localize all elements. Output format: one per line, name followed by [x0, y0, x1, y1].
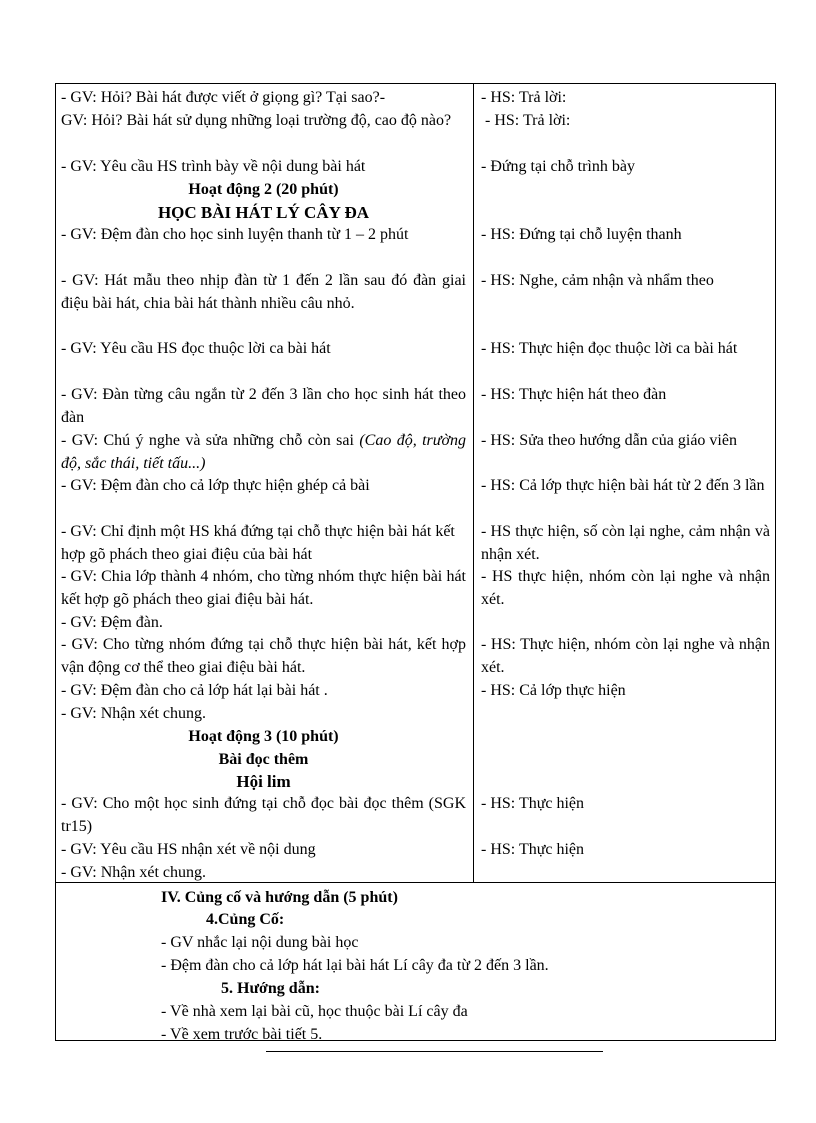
teacher-line: - GV: Yêu cầu HS đọc thuộc lời ca bài hát	[61, 340, 331, 357]
student-line: - HS: Thực hiện hát theo đàn	[481, 386, 667, 403]
student-line: - HS: Đứng tại chỗ luyện thanh	[481, 226, 682, 243]
teacher-line: - GV: Nhận xét chung.	[61, 864, 206, 881]
student-line: - HS: Thực hiện	[481, 795, 585, 812]
student-line: - HS: Cả lớp thực hiện bài hát từ 2 đến 3 lần	[481, 477, 765, 494]
bottom-item: - GV nhắc lại nội dung bài học	[161, 934, 359, 951]
activity-heading: Hoạt động 3 (10 phút)	[188, 728, 339, 745]
student-line: - HS thực hiện, nhóm còn lại nghe và nhận xét.	[481, 568, 770, 608]
end-rule	[266, 1051, 603, 1052]
teacher-line: - GV: Yêu cầu HS trình bày về nội dung bài hát	[61, 158, 366, 175]
subsection-title: 4.Củng Cố:	[206, 911, 285, 928]
song-title: HỌC BÀI HÁT LÝ CÂY ĐA	[157, 203, 370, 222]
bottom-item: - Về xem trước bài tiết 5.	[161, 1026, 323, 1043]
teacher-line: - GV: Đệm đàn cho học sinh luyện thanh từ 1 – 2 phút	[61, 226, 409, 243]
bottom-item: - Đệm đàn cho cả lớp hát lại bài hát Lí cây đa từ 2 đến 3 lần.	[161, 957, 549, 974]
teacher-line: - GV: Cho từng nhóm đứng tại chỗ thực hiện bài hát, kết hợp vận động cơ thể theo giai điệu bài hát.	[61, 636, 466, 676]
lesson-table	[55, 83, 776, 1041]
student-line: - HS: Trả lời:	[481, 89, 567, 106]
teacher-line: - GV: Chia lớp thành 4 nhóm, cho từng nhóm thực hiện bài hát kết hợp gõ phách theo giai điệu bài hát.	[61, 568, 466, 608]
student-line: - HS: Nghe, cảm nhận và nhẩm theo	[481, 272, 714, 289]
student-line: - HS: Thực hiện, nhóm còn lại nghe và nhận xét.	[481, 636, 770, 676]
teacher-line: - GV: Yêu cầu HS nhận xét về nội dung	[61, 841, 316, 858]
student-line: - HS thực hiện, số còn lại nghe, cảm nhận và nhận xét.	[481, 523, 770, 563]
teacher-line: - GV: Hát mẫu theo nhịp đàn từ 1 đến 2 lần sau đó đàn giai điệu bài hát, chia bài hát thành nhiều câu nhỏ.	[61, 272, 466, 312]
teacher-line: - GV: Cho một học sinh đứng tại chỗ đọc bài đọc thêm (SGK tr15)	[61, 795, 466, 835]
teacher-line: - GV: Chỉ định một HS khá đứng tại chỗ thực hiện bài hát kết hợp gõ phách theo giai điệu của bài hát	[61, 523, 455, 563]
student-line: - HS: Cả lớp thực hiện	[481, 682, 626, 699]
student-line: - HS: Thực hiện	[481, 841, 585, 858]
column-divider	[473, 84, 474, 882]
student-line: - Đứng tại chỗ trình bày	[481, 158, 635, 175]
student-line: - HS: Thực hiện đọc thuộc lời ca bài hát	[481, 340, 738, 357]
reading-heading: Bài đọc thêm	[218, 751, 309, 768]
subsection-title: 5. Hướng dẫn:	[221, 980, 320, 997]
activity-heading: Hoạt động 2 (20 phút)	[188, 181, 339, 198]
teacher-line: GV: Hỏi? Bài hát sử dụng những loại trường độ, cao độ nào?	[61, 112, 452, 129]
teacher-line	[61, 429, 466, 475]
teacher-line: - GV: Đệm đàn cho cả lớp hát lại bài hát .	[61, 682, 328, 699]
teacher-line: - GV: Hỏi? Bài hát được viết ở giọng gì? Tại sao?-	[61, 89, 386, 106]
student-line: - HS: Trả lời:	[481, 112, 571, 129]
teacher-line: - GV: Đệm đàn cho cả lớp thực hiện ghép cả bài	[61, 477, 370, 494]
teacher-line: - GV: Đệm đàn.	[61, 614, 163, 631]
section-title: IV. Củng cố và hướng dẫn (5 phút)	[161, 889, 398, 906]
teacher-line: - GV: Đàn từng câu ngắn từ 2 đến 3 lần cho học sinh hát theo đàn	[61, 386, 466, 426]
reading-title: Hội lim	[236, 772, 291, 791]
bottom-item: - Về nhà xem lại bài cũ, học thuộc bài Lí cây đa	[161, 1003, 468, 1020]
teacher-line-text: - GV: Chú ý nghe và sửa những chỗ còn sai	[61, 432, 354, 449]
teacher-line: - GV: Nhận xét chung.	[61, 705, 206, 722]
teacher-line-italic: (Cao độ, trường độ, sắc thái, tiết tấu...)	[61, 432, 467, 472]
student-line: - HS: Sửa theo hướng dẫn của giáo viên	[481, 432, 737, 449]
